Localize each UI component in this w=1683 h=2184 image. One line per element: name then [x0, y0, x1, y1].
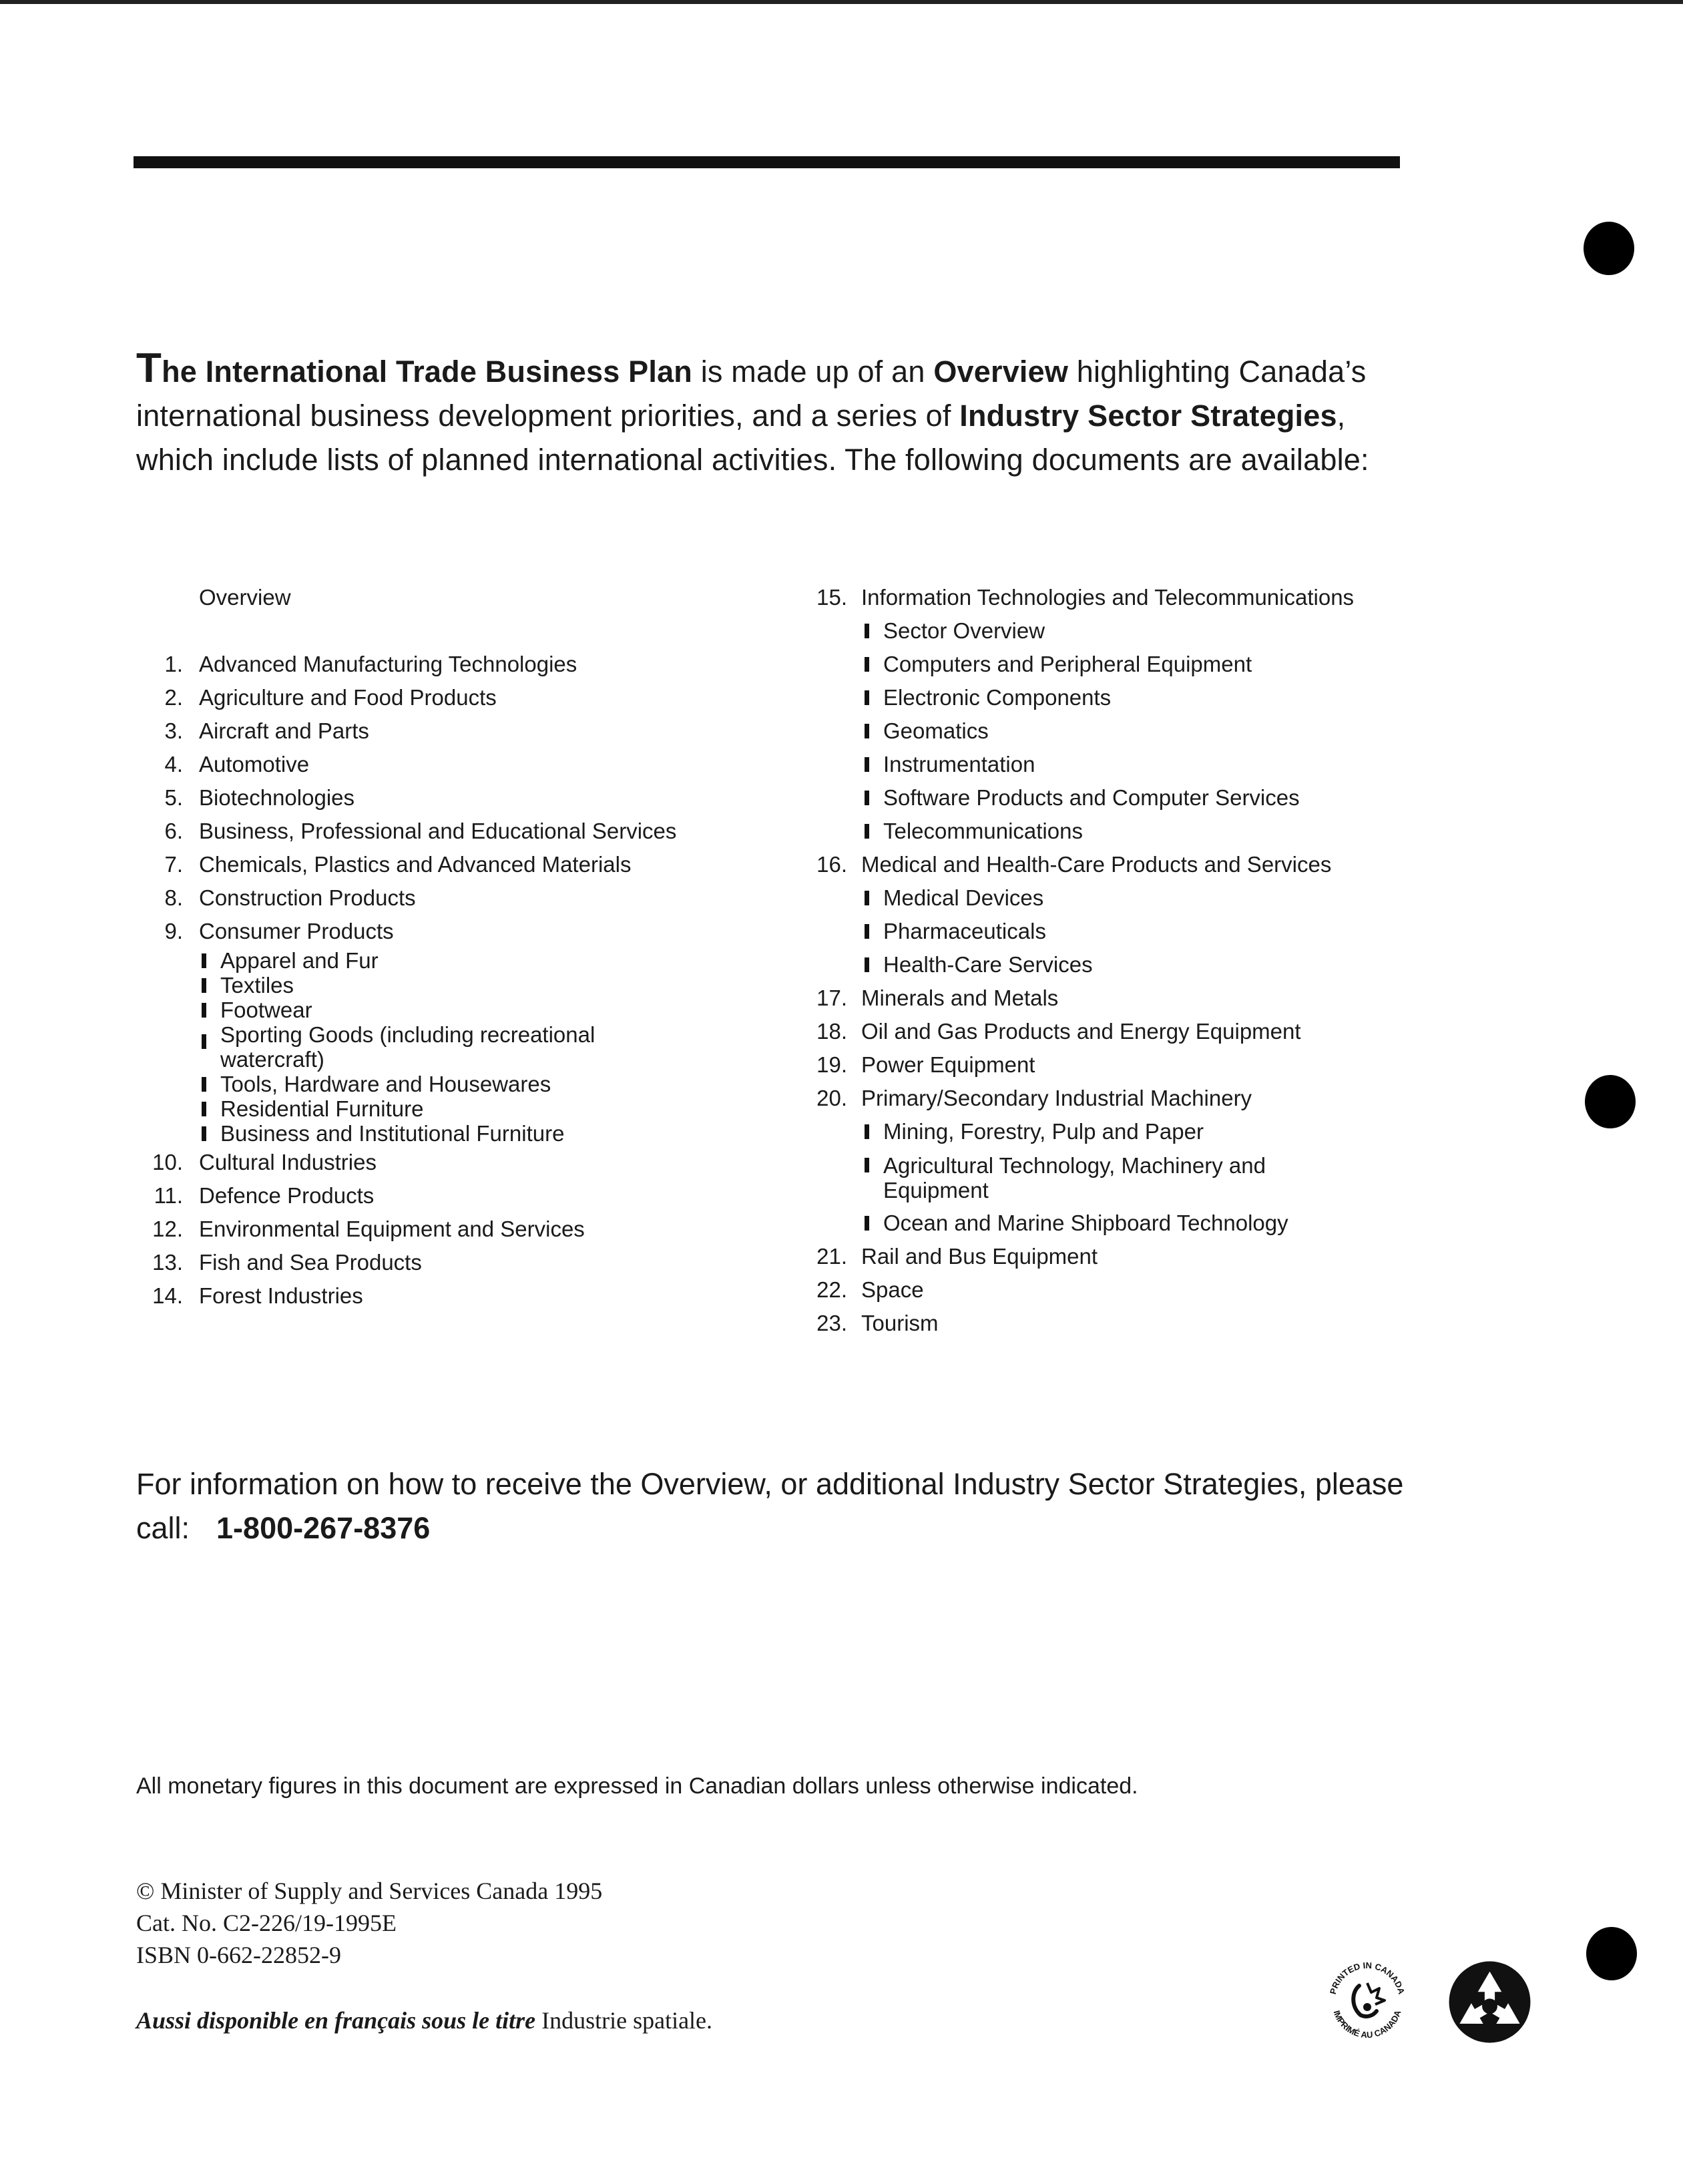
sub-item-label: Instrumentation: [883, 752, 1035, 777]
list-item: [134, 881, 768, 915]
list-item-label: Rail and Bus Equipment: [861, 1244, 1098, 1269]
sub-item: [798, 1207, 1465, 1240]
intro-drop-letter: T: [136, 345, 162, 391]
list-item-number: 15.: [816, 585, 847, 610]
list-item-number: 17.: [816, 986, 847, 1010]
phone-number: 1-800-267-8376: [216, 1511, 431, 1545]
list-item: [134, 848, 768, 881]
documents-list-right: [798, 581, 1465, 1340]
square-bullet-icon: [865, 724, 869, 738]
list-item-label: Oil and Gas Products and Energy Equipment: [861, 1019, 1301, 1044]
list-item-label: Chemicals, Plastics and Advanced Materials: [199, 852, 632, 877]
list-item: [134, 681, 768, 714]
sub-item-label: Tools, Hardware and Housewares: [220, 1072, 551, 1096]
list-item-number: 19.: [816, 1052, 847, 1077]
sub-item-label: Sporting Goods (including recreational watercraft): [220, 1022, 595, 1072]
sub-item-label: Ocean and Marine Shipboard Technology: [883, 1211, 1288, 1235]
list-item-number: 5.: [164, 785, 183, 810]
sub-item: [798, 948, 1465, 981]
intro-text: , which include lists of planned international activities. The following documents are available:: [136, 399, 1369, 477]
list-item: [798, 1048, 1465, 1082]
list-item-label: Consumer Products: [199, 919, 394, 943]
list-item: [134, 1279, 768, 1313]
sub-item-label: Business and Institutional Furniture: [220, 1121, 565, 1146]
binder-hole-icon: [1586, 1927, 1637, 1980]
french-note-italic: Aussi disponible en français sous le titre: [136, 2007, 536, 2034]
sub-item-label: Software Products and Computer Services: [883, 785, 1300, 810]
printed-in-canada-seal-icon: [1320, 1951, 1414, 2044]
sub-item-label: Agricultural Technology, Machinery and Equipment: [883, 1153, 1266, 1203]
intro-text: highlighting Canada’s international business development priorities, and a series of: [136, 355, 1367, 433]
list-item: [134, 748, 768, 781]
list-item-label: Overview: [199, 585, 291, 610]
list-item-number: 13.: [152, 1250, 183, 1275]
publication-info: [136, 1875, 602, 1971]
list-item-number: 16.: [816, 852, 847, 877]
list-item: [798, 848, 1465, 881]
square-bullet-icon: [202, 978, 206, 993]
list-item: [798, 1082, 1465, 1115]
list-item-number: 2.: [164, 685, 183, 710]
list-item-number: 18.: [816, 1019, 847, 1044]
sub-item-label: Footwear: [220, 998, 312, 1022]
sub-item-label: Residential Furniture: [220, 1096, 424, 1121]
square-bullet-icon: [202, 1077, 206, 1092]
sub-item: [798, 614, 1465, 648]
list-item-label: Fish and Sea Products: [199, 1250, 422, 1275]
list-item: [798, 981, 1465, 1015]
list-item-number: 11.: [154, 1183, 183, 1208]
svg-text:PRINTED IN CANADA: [1328, 1960, 1407, 1996]
sub-item-label: Pharmaceuticals: [883, 919, 1046, 943]
list-item: [798, 1240, 1465, 1273]
list-item-number: 23.: [816, 1311, 847, 1335]
list-item: [134, 648, 768, 681]
list-item: [798, 581, 1465, 614]
list-item-label: Environmental Equipment and Services: [199, 1217, 585, 1241]
list-item-number: 1.: [164, 652, 183, 676]
list-item: [134, 815, 768, 848]
square-bullet-icon: [202, 953, 206, 968]
isbn: ISBN 0-662-22852-9: [136, 1942, 341, 1968]
copyright-line: © Minister of Supply and Services Canada 1995: [136, 1878, 603, 1904]
list-item-number: 20.: [816, 1086, 847, 1110]
list-item-number: 8.: [164, 885, 183, 910]
list-item-number: 3.: [164, 718, 183, 743]
sub-item-label: Computers and Peripheral Equipment: [883, 652, 1252, 676]
square-bullet-icon: [865, 624, 869, 638]
binder-hole-icon: [1584, 222, 1634, 275]
square-bullet-icon: [865, 1158, 869, 1172]
list-item-number: 6.: [164, 819, 183, 843]
sub-item: [798, 815, 1465, 848]
seal-bottom-text: IMPRIMÉ AU CANADA: [1331, 2008, 1403, 2040]
square-bullet-icon: [202, 1003, 206, 1018]
sub-item: [798, 748, 1465, 781]
list-item-label: Agriculture and Food Products: [199, 685, 497, 710]
page-top-edge: [0, 0, 1683, 4]
list-item: [134, 1213, 768, 1246]
header-rule: [134, 156, 1400, 168]
list-item-label: Forest Industries: [199, 1283, 363, 1308]
list-item: [134, 714, 768, 748]
list-item-label: Cultural Industries: [199, 1150, 377, 1174]
list-item-label: Advanced Manufacturing Technologies: [199, 652, 577, 676]
square-bullet-icon: [202, 1102, 206, 1116]
sub-item: [798, 1148, 1465, 1207]
list-item: [134, 1246, 768, 1279]
sector-strategies-term: Industry Sector Strategies: [959, 399, 1337, 433]
contact-text: For information on how to receive the Overview, or additional Industry Sector Strategies, please call:: [136, 1467, 1404, 1545]
french-title: Industrie spatiale.: [541, 2007, 713, 2034]
square-bullet-icon: [865, 824, 869, 839]
list-item: [134, 1146, 768, 1179]
list-item-label: Defence Products: [199, 1183, 375, 1208]
monetary-note: All monetary figures in this document are expressed in Canadian dollars unless otherwise indicated.: [136, 1773, 1138, 1799]
binder-hole-icon: [1585, 1075, 1636, 1128]
list-item-overview: [134, 581, 768, 614]
sub-item: [134, 1022, 768, 1072]
list-item: [798, 1273, 1465, 1307]
list-item-number: 7.: [164, 852, 183, 877]
intro-paragraph: [136, 345, 1405, 482]
sub-item: [798, 915, 1465, 948]
sub-item: [798, 881, 1465, 915]
list-item-label: Biotechnologies: [199, 785, 354, 810]
list-item-label: Automotive: [199, 752, 310, 777]
sub-item-label: Apparel and Fur: [220, 948, 379, 973]
sub-item: [134, 998, 768, 1022]
square-bullet-icon: [202, 1126, 206, 1141]
sub-item-label: Electronic Components: [883, 685, 1112, 710]
list-item-label: Business, Professional and Educational Services: [199, 819, 677, 843]
sub-item-label: Telecommunications: [883, 819, 1083, 843]
sub-item-label: Textiles: [220, 973, 294, 998]
list-item-label: Primary/Secondary Industrial Machinery: [861, 1086, 1252, 1110]
list-spacer: [134, 614, 768, 648]
list-item-label: Construction Products: [199, 885, 416, 910]
sub-item: [798, 648, 1465, 681]
list-item-label: Minerals and Metals: [861, 986, 1059, 1010]
list-item-number: 14.: [152, 1283, 183, 1308]
list-item-label: Power Equipment: [861, 1052, 1035, 1077]
sub-item: [134, 1072, 768, 1096]
square-bullet-icon: [865, 891, 869, 905]
list-item-label: Medical and Health-Care Products and Services: [861, 852, 1332, 877]
contact-info: [136, 1462, 1471, 1550]
list-item: [134, 915, 768, 948]
overview-term: Overview: [933, 355, 1069, 389]
list-item-label: Aircraft and Parts: [199, 718, 369, 743]
sub-item-label: Mining, Forestry, Pulp and Paper: [883, 1119, 1204, 1144]
list-item-label: Information Technologies and Telecommunications: [861, 585, 1355, 610]
svg-text:IMPRIMÉ AU CANADA: [1332, 2008, 1403, 2040]
list-item-number: 9.: [164, 919, 183, 943]
square-bullet-icon: [865, 690, 869, 705]
sub-item-label: Geomatics: [883, 718, 989, 743]
sub-item: [134, 1121, 768, 1146]
square-bullet-icon: [865, 791, 869, 805]
list-item-label: Space: [861, 1277, 924, 1302]
list-item-number: 4.: [164, 752, 183, 777]
sub-item: [798, 781, 1465, 815]
recycle-icon: [1447, 1960, 1532, 2044]
square-bullet-icon: [865, 1216, 869, 1231]
sub-item: [798, 714, 1465, 748]
list-item: [798, 1307, 1465, 1340]
sub-item: [134, 1096, 768, 1121]
plan-title: he International Trade Business Plan: [162, 355, 692, 389]
list-item-number: 22.: [816, 1277, 847, 1302]
sub-item-label: Sector Overview: [883, 618, 1045, 643]
documents-list-left: [134, 581, 768, 1313]
square-bullet-icon: [865, 1124, 869, 1139]
list-item: [134, 781, 768, 815]
list-item: [134, 1179, 768, 1213]
sub-item: [134, 973, 768, 998]
square-bullet-icon: [865, 957, 869, 972]
square-bullet-icon: [865, 657, 869, 672]
sub-item-label: Health-Care Services: [883, 952, 1093, 977]
square-bullet-icon: [865, 924, 869, 939]
sub-item-label: Medical Devices: [883, 885, 1044, 910]
list-item-label: Tourism: [861, 1311, 939, 1335]
seal-top-text: PRINTED IN CANADA: [1327, 1960, 1407, 1996]
french-availability-note: [136, 2004, 712, 2036]
catalogue-number: Cat. No. C2-226/19-1995E: [136, 1910, 397, 1936]
list-item: [798, 1015, 1465, 1048]
sub-item: [798, 1115, 1465, 1148]
sub-item: [798, 681, 1465, 714]
sub-item: [134, 948, 768, 973]
list-item-number: 10.: [152, 1150, 183, 1174]
list-item-number: 21.: [816, 1244, 847, 1269]
square-bullet-icon: [202, 1034, 206, 1049]
intro-text: is made up of an: [692, 355, 934, 389]
square-bullet-icon: [865, 757, 869, 772]
list-item-number: 12.: [152, 1217, 183, 1241]
